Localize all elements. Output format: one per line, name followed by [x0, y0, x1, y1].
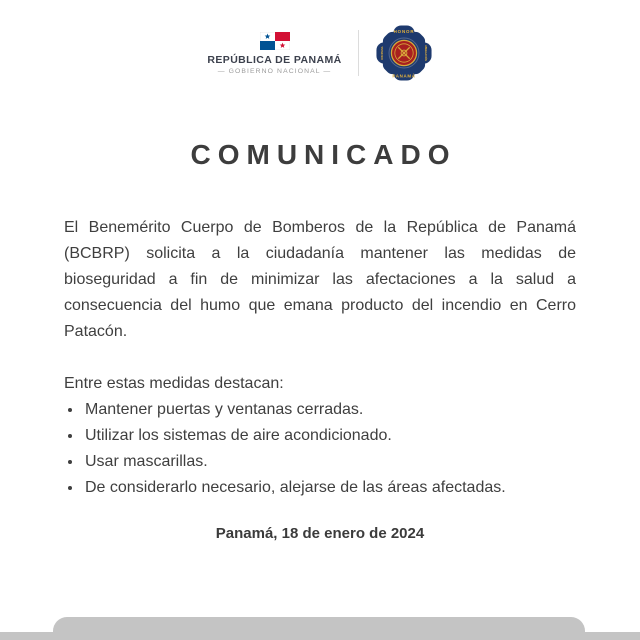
- list-heading: Entre estas medidas destacan:: [64, 374, 284, 392]
- gov-logo-title: REPÚBLICA DE PANAMÁ: [207, 53, 342, 66]
- list-item: • Utilizar los sistemas de aire acondicionado.: [83, 423, 576, 449]
- header: [0, 0, 640, 84]
- badge-text-left: DISCIPLINA: [381, 46, 384, 60]
- bcbrp-badge-icon: [375, 24, 433, 82]
- badge-text-right: ABNEGACIÓN: [423, 45, 426, 61]
- measures-list: [64, 397, 576, 501]
- header-divider: [358, 30, 359, 76]
- badge-text-top: HONOR: [393, 28, 415, 34]
- page-title: COMUNICADO: [190, 139, 457, 170]
- list-item: • De considerarlo necesario, alejarse de las áreas afectadas.: [83, 475, 576, 501]
- list-item: • Mantener puertas y ventanas cerradas.: [83, 397, 576, 423]
- gov-logo-subtitle: — GOBIERNO NACIONAL —: [217, 67, 332, 75]
- gov-logo: [207, 32, 341, 75]
- date-line: Panamá, 18 de enero de 2024: [215, 524, 425, 542]
- panama-flag-icon: [260, 32, 290, 50]
- list-item: • Usar mascarillas.: [83, 449, 576, 475]
- bottom-strip: [0, 632, 640, 640]
- intro-paragraph: El Benemérito Cuerpo de Bomberos de la República de Panamá (BCBRP) solicita a la ciudadanía mantener las medidas de bioseguridad a fin de minimizar las afectaciones a la salud a consecuencia del humo que emana producto del incendio en Cerro Patacón.: [64, 218, 576, 340]
- badge-text-bottom: PANAMÁ: [391, 73, 416, 79]
